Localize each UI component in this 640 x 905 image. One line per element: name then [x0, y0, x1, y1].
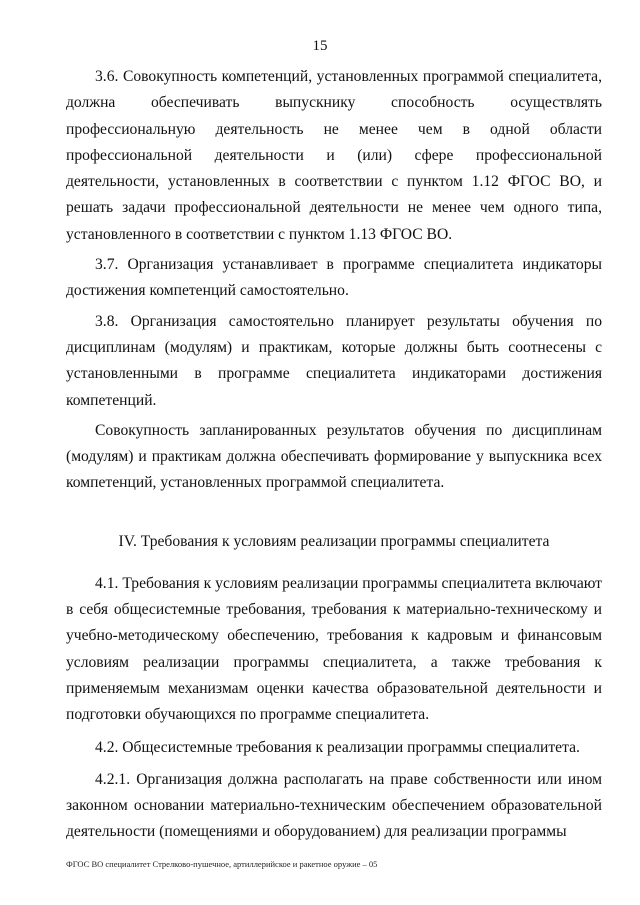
paragraph-4-1: 4.1. Требования к условиям реализации программы специалитета включают в себя общесистемные требования, требования к материально-техническому и учебно-методическому обеспечению, требования к кадровым и финансовым условиям реализации программы специалитета, а также требования к применяемым механизмам оценки качества образовательной деятельности и подготовки обучающихся по программе специалитета. [66, 574, 602, 724]
paragraph-3-8-continued: Совокупность запланированных результатов обучения по дисциплинам (модулям) и практикам должна обеспечивать формирование у выпускника всех компетенций, установленных программой специалитета. [66, 421, 602, 492]
paragraph-4-2-1: 4.2.1. Организация должна располагать на праве собственности или ином законном основании материально-техническим обеспечением образовательной деятельности (помещениями и оборудованием) для реализации программы [66, 770, 602, 841]
document-body [66, 64, 602, 846]
section-heading-iv: IV. Требования к условиям реализации программы специалитета [118, 532, 550, 550]
page-number: 15 [312, 38, 328, 54]
paragraph-3-8: 3.8. Организация самостоятельно планирует результаты обучения по дисциплинам (модулям) и практикам, которые должны быть соотнесены с установленными в программе специалитета индикаторами достижения компетенций. [66, 312, 602, 409]
page-footer: ФГОС ВО специалитет Стрелково-пушечное, артиллерийское и ракетное оружие – 05 [66, 859, 378, 869]
paragraph-4-2: 4.2. Общесистемные требования к реализации программы специалитета. [95, 738, 580, 756]
paragraph-3-7: 3.7. Организация устанавливает в программе специалитета индикаторы достижения компетенций самостоятельно. [66, 256, 602, 300]
paragraph-3-6: 3.6. Совокупность компетенций, установленных программой специалитета, должна обеспечивать выпускнику способность осуществлять профессиональную деятельность не менее чем в одной области профессиональной деятельности и (или) сфере профессиональной деятельности, установленных в соответствии с пунктом 1.12 ФГОС ВО, и решать задачи профессиональной деятельности не менее чем одного типа, установленного в соответствии с пунктом 1.13 ФГОС ВО. [66, 68, 602, 243]
